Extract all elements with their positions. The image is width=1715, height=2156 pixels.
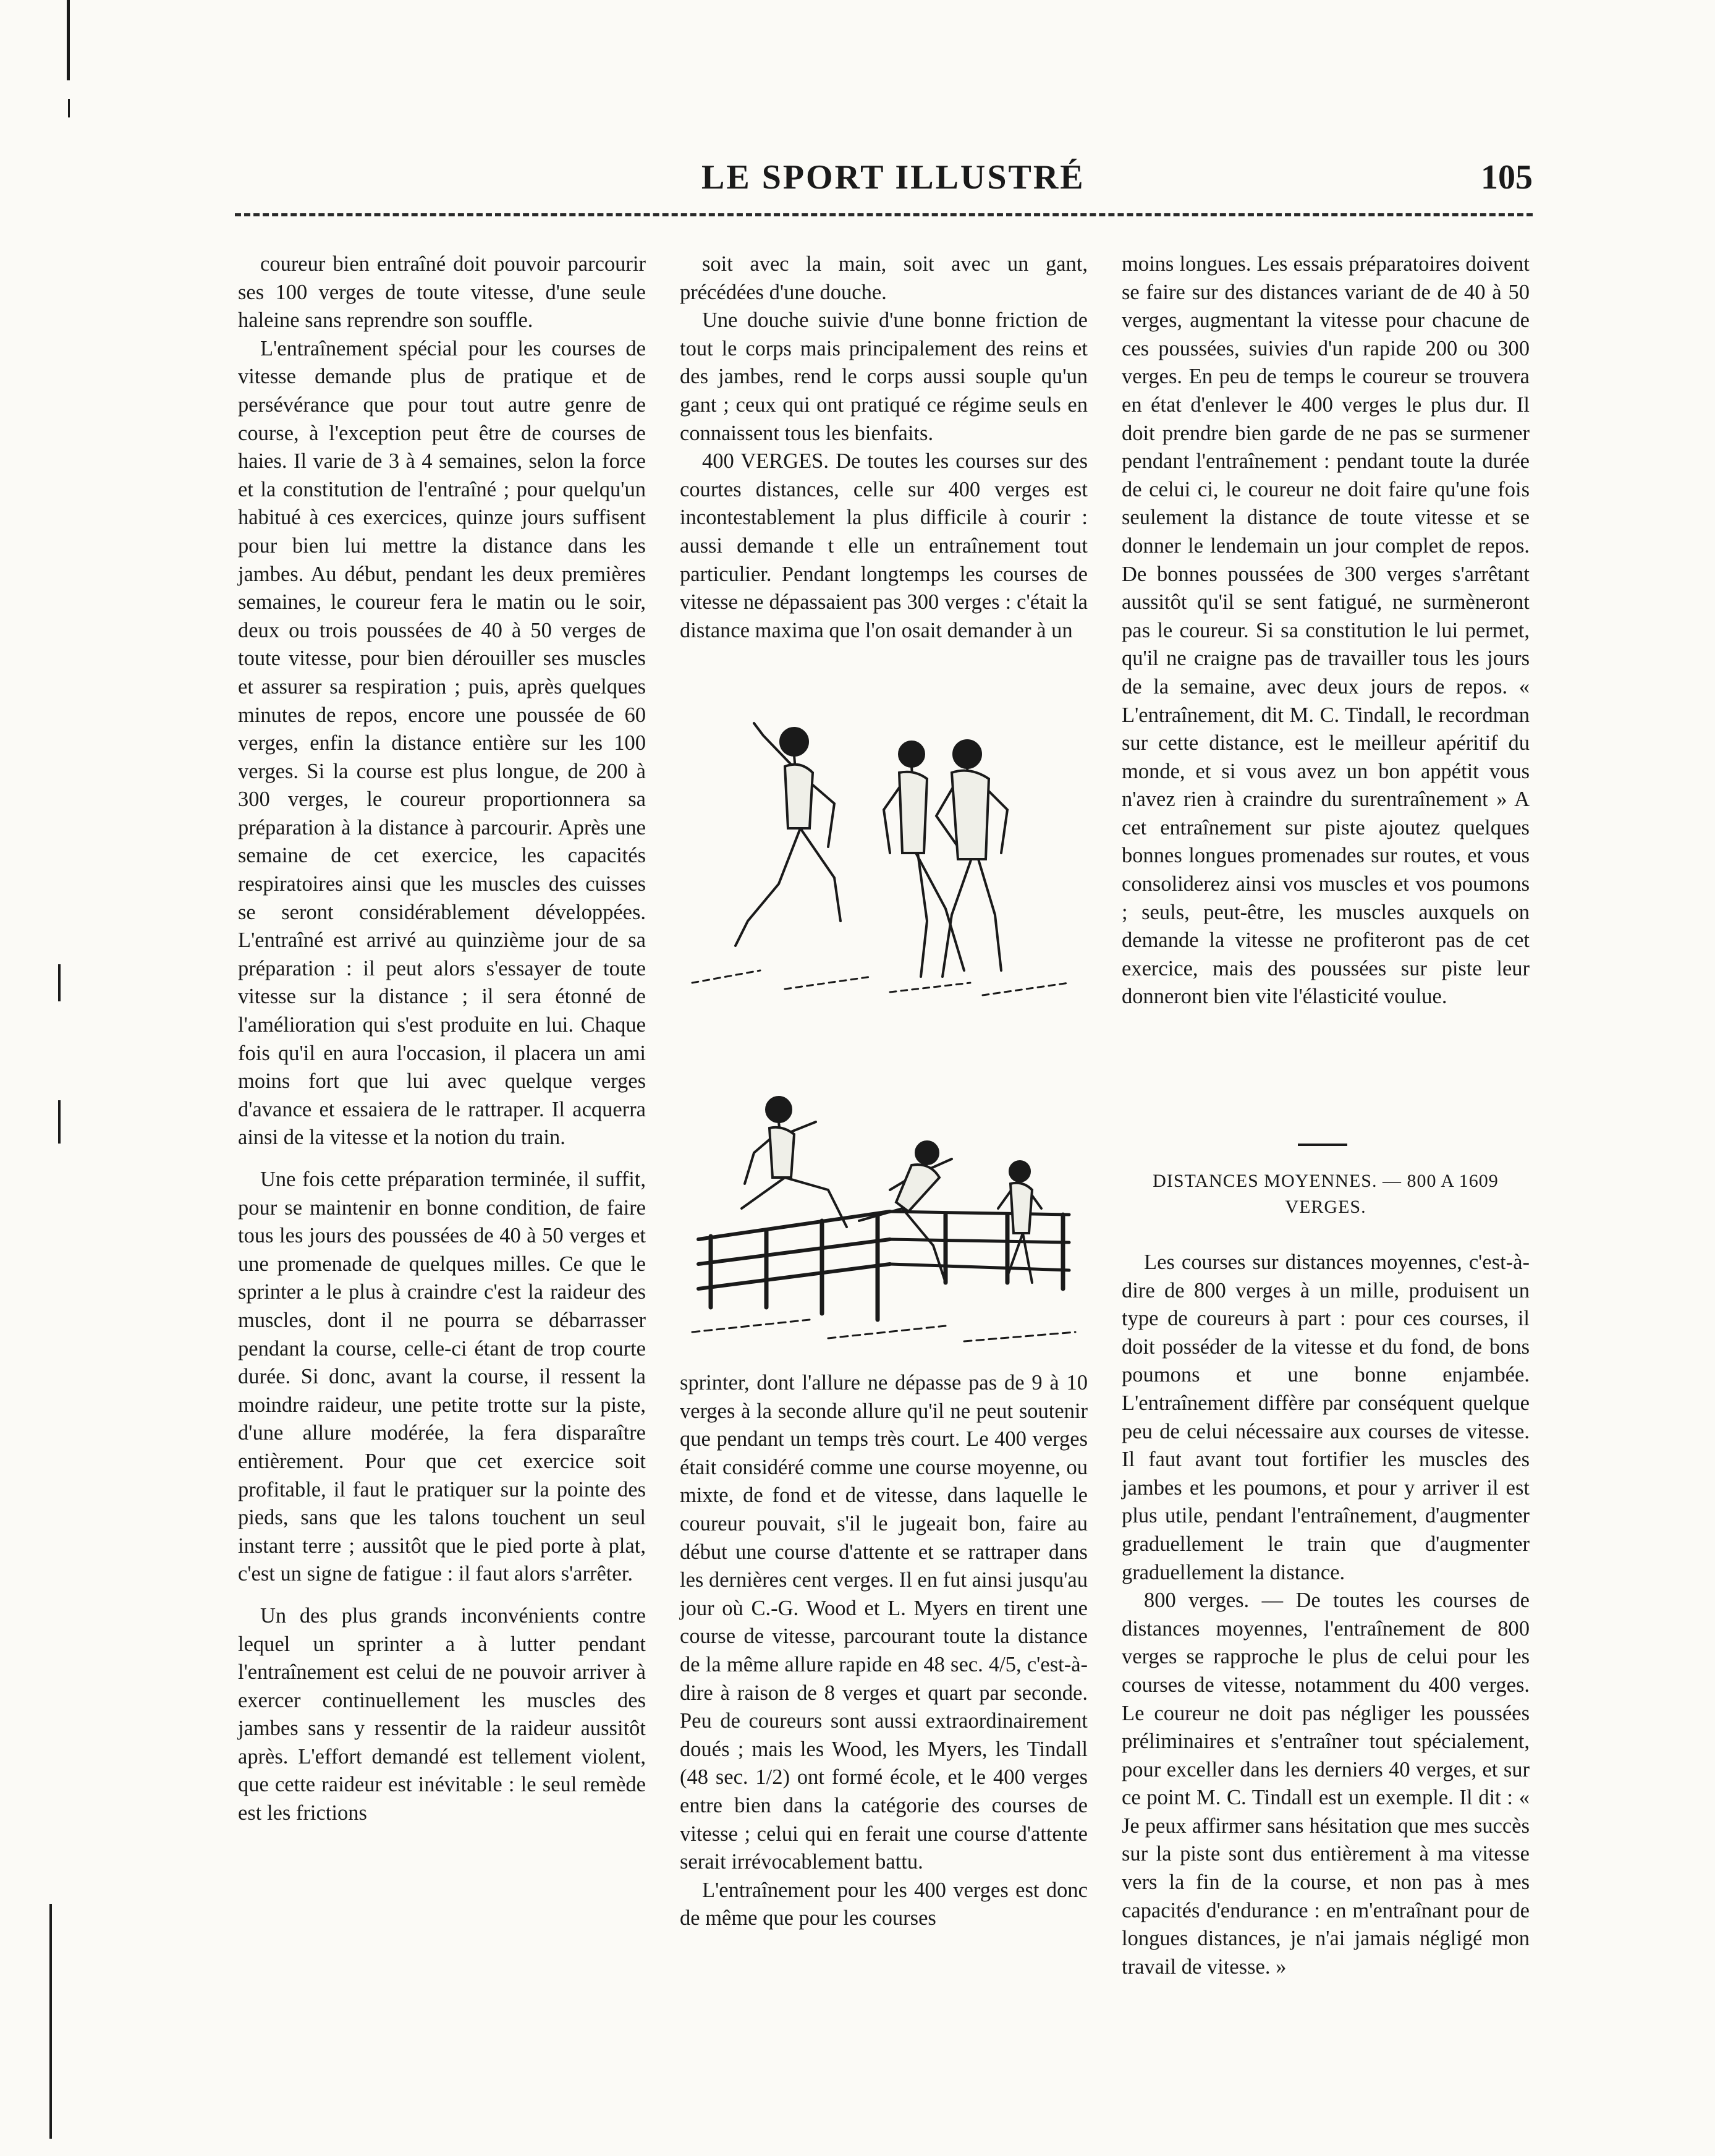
page-number: 105 [1481, 158, 1533, 197]
section-heading: DISTANCES MOYENNES. — 800 A 1609 VERGES. [1153, 1171, 1499, 1217]
paragraph: 800 verges. — De toutes les courses de distances moyennes, l'entraînement de 800 verges se rapproche le plus de celui pour les courses de vitesse, notamment du 400 verges. Le coureur ne doit pas négliger les poussées préliminaires et s'entraîner tout spécialement, pour exceller dans les derniers 40 verges, et sur ce point M. C. Tindall est un exemple. Il dit : « Je peux affirmer sans hésitation que mes succès sur la piste sont dus entièrement à ma vitesse vers la fin de la course, et non pas à mes capacités d'endurance : en m'entraînant pour de longues distances, je n'ai jamais négligé mon travail de vitesse. » [1122, 1589, 1530, 1979]
text-column-3-bottom [1122, 1249, 1530, 1981]
text-column-1 [238, 250, 646, 1828]
text-column-2-bottom [680, 1369, 1088, 1933]
paragraph: Les courses sur distances moyennes, c'est-à-dire de 800 verges à un mille, produisent un type de coureurs à part : pour ces courses, il doit posséder de la vitesse et du fond, de bons poumons et une bonne enjambée. L'entraînement diffère par conséquent quelque peu de celui nécessaire aux courses de vitesse. Il faut avant tout fortifier les muscles des jambes et les poumons, et pour y arriver il est plus utile, pendant l'entraînement, d'augmenter graduellement le train que d'augmenter graduellement la distance. [1122, 1250, 1530, 1584]
margin-mark [58, 964, 61, 1001]
paragraph: coureur bien entraîné doit pouvoir parcourir ses 100 verges de toute vitesse, d'une seule haleine sans reprendre son souffle. [238, 252, 646, 333]
paragraph: L'entraînement spécial pour les courses de vitesse demande plus de pratique et de persévérance que pour tout autre genre de course, à l'exception peut être de courses de haies. Il varie de 3 à 4 semaines, selon la force et la constitution de l'entraîné ; pour quelqu'un habitué à ces exercices, quinze jours suffisent pour bien lui mettre la distance dans les jambes. Au début, pendant les deux premières semaines, le coureur fera le matin ou le soir, deux ou trois poussées de 40 à 50 verges de toute vitesse, pour bien dérouiller ses muscles et assurer sa respiration ; puis, après quelques minutes de repos, encore une poussée de 60 verges, enfin la distance entière sur les 100 verges. Si la course est plus longue, de 200 à 300 verges, le coureur proportionnera sa préparation à la distance à parcourir. Après une semaine de cet exercice, les capacités respiratoires ainsi que les muscles des cuisses se seront considérablement développées. L'entraîné est arrivé au quinzième jour de sa préparation : il peut alors s'essayer de toute vitesse sur la distance ; il sera étonné de l'amélioration qui s'est produite en lui. Chaque fois qu'il en aura l'occasion, il placera un ami moins fort que lui avec quelque verges d'avance et essaiera de le rattraper. Il acquerra ainsi de la vitesse et la notion du train. [238, 336, 646, 1150]
illustration-hurdlers [686, 1085, 1082, 1351]
hurdlers-engraving [686, 1085, 1082, 1351]
margin-mark [67, 0, 70, 80]
margin-mark [58, 1100, 61, 1144]
text-column-2-top [680, 250, 1088, 645]
header-rule [235, 213, 1533, 216]
paragraph: Un des plus grands inconvénients contre lequel un sprinter a à lutter pendant l'entraînement est celui de ne pouvoir arriver à exercer continuellement les muscles des jambes sans y ressentir de la raideur aussitôt après. L'effort demandé est tellement violent, que cette raideur est inévitable : le seul remède est les frictions [238, 1603, 646, 1825]
paragraph: moins longues. Les essais préparatoires doivent se faire sur des distances variant de de 40 à 50 verges, augmentant la vitesse pour chacune de ces poussées, suivies d'un rapide 200 ou 300 verges. En peu de temps le coureur se trouvera en état d'enlever le 400 verges le plus dur. Il doit prendre bien garde de ne pas se surmener pendant l'entraînement : pendant toute la durée de celui ci, le coureur ne doit faire qu'une fois seulement la distance de toute vitesse et se donner le lendemain un jour complet de repos. De bonnes poussées de 300 verges s'arrêtant aussitôt qu'il se sent fatigué, ne surmèneront pas le coureur. Si sa constitution le lui permet, qu'il ne craigne pas de travailler tous les jours de la semaine, avec deux jours de repos. « L'entraînement, dit M. C. Tindall, le recordman sur cette distance, est le meilleur apéritif du monde, et si vous avez un bon appétit vous n'avez rien à craindre du surentraînement » A cet entraînement sur piste ajoutez quelques bonnes longues promenades sur routes, et vous consoliderez ainsi vos muscles et vos poumons ; seuls, peut-être, les muscles auxquels on demande la vitesse ne profiteront pas de cet exercice, mais des poussées sur piste leur donneront bien vite l'élasticité voulue. [1122, 252, 1530, 1009]
paragraph: sprinter, dont l'allure ne dépasse pas de 9 à 10 verges à la seconde allure qu'il ne peut soutenir que pendant un temps très court. Le 400 verges était considéré comme une course moyenne, ou mixte, de fond et de vitesse, dans laquelle le coureur pouvait, s'il le jugeait bon, faire au début une course d'attente et se rattraper dans les dernières cent verges. Il en fut ainsi jusqu'au jour où C.-G. Wood et L. Myers en tirent une course de vitesse, parcourant toute la distance de la même allure rapide en 48 sec. 4/5, c'est-à-dire à raison de 8 verges et quart par seconde. Peu de coureurs sont aussi extraordinairement doués ; mais les Wood, les Myers, les Tindall (48 sec. 1/2) ont formé école, et le 400 verges entre bien dans la catégorie des courses de vitesse ; celui qui en ferait une course d'attente serait irrévocablement battu. [680, 1371, 1088, 1874]
margin-mark [68, 99, 70, 117]
paragraph: L'entraînement pour les 400 verges est donc de même que pour les courses [680, 1878, 1088, 1930]
section-divider [1298, 1144, 1347, 1146]
paragraph: Une fois cette préparation terminée, il suffit, pour se maintenir en bonne condition, de faire tous les jours des poussées de 40 à 50 verges et une promenade de quelques milles. Ce que le sprinter a le plus à craindre c'est la raideur des muscles, dont il ne pourra se débarrasser pendant la course, celle-ci étant de trop courte durée. Si donc, avant la course, il ressent la moindre raideur, une petite trotte sur la piste, d'une allure modérée, la fera disparaître entièrement. Pour que cet exercice soit profitable, il faut le pratiquer sur la pointe des pieds, sans que les talons touchent un seul instant terre ; aussitôt que le pied porte à plat, c'est un signe de fatigue : il faut alors s'arrêter. [238, 1168, 646, 1586]
page-header [235, 158, 1533, 207]
runners-engraving [686, 711, 1082, 1001]
margin-mark [49, 1904, 52, 2139]
paragraph: 400 VERGES. De toutes les courses sur des courtes distances, celle sur 400 verges est incontestablement la plus difficile à courir : aussi demande t elle un entraînement tout particulier. Pendant longtemps les courses de vitesse ne dépassaient pas 300 verges : c'était la distance maxima que l'on osait demander à un [680, 449, 1088, 642]
paragraph: Une douche suivie d'une bonne friction de tout le corps mais principalement des reins et des jambes, rend le corps aussi souple qu'un gant ; ceux qui ont pratiqué ce régime seuls en connaissent tous les bienfaits. [680, 308, 1088, 445]
text-column-3-top [1122, 250, 1530, 1011]
publication-title: LE SPORT ILLUSTRÉ [701, 158, 1085, 197]
paragraph: soit avec la main, soit avec un gant, précédées d'une douche. [680, 252, 1088, 304]
illustration-runners [686, 711, 1082, 1001]
